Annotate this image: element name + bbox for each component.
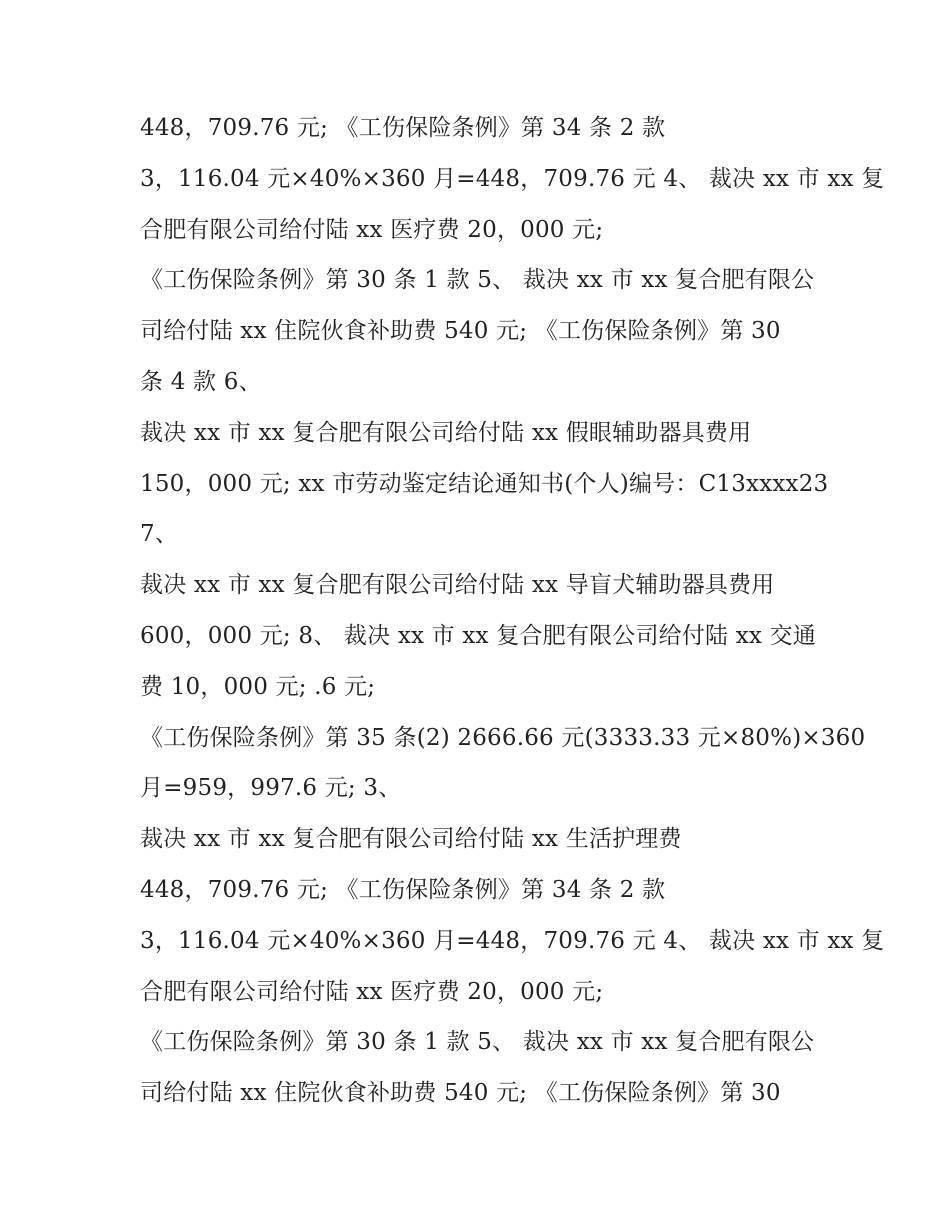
text-line: 裁决 xx 市 xx 复合肥有限公司给付陆 xx 生活护理费 [140, 826, 682, 853]
text-line: 《工伤保险条例》第 30 条 1 款 5、 裁决 xx 市 xx 复合肥有限公 [140, 1029, 815, 1056]
text-line: 合肥有限公司给付陆 xx 医疗费 20，000 元; [140, 978, 604, 1005]
text-line: 费 10，000 元; .6 元; [140, 673, 376, 700]
text-line: 7、 [140, 521, 179, 548]
text-line: 合肥有限公司给付陆 xx 医疗费 20，000 元; [140, 216, 604, 243]
text-line: 月=959，997.6 元; 3、 [140, 775, 402, 802]
text-line: 150，000 元; xx 市劳动鉴定结论通知书(个人)编号：C13xxxx23 [140, 470, 829, 497]
text-line: 条 4 款 6、 [140, 368, 262, 395]
text-line: 3，116.04 元×40%×360 月=448，709.76 元 4、 裁决 xx 市 xx 复 [140, 927, 885, 954]
text-line: 裁决 xx 市 xx 复合肥有限公司给付陆 xx 假眼辅助器具费用 [140, 419, 752, 446]
document-body [140, 103, 885, 1119]
text-line: 裁决 xx 市 xx 复合肥有限公司给付陆 xx 导盲犬辅助器具费用 [140, 572, 775, 599]
text-line: 600，000 元; 8、 裁决 xx 市 xx 复合肥有限公司给付陆 xx 交通 [140, 622, 817, 649]
text-line: 《工伤保险条例》第 35 条(2) 2666.66 元(3333.33 元×80%)×360 [140, 724, 866, 751]
text-line: 司给付陆 xx 住院伙食补助费 540 元; 《工伤保险条例》第 30 [140, 318, 781, 345]
text-line: 448，709.76 元; 《工伤保险条例》第 34 条 2 款 [140, 876, 666, 903]
text-line: 448，709.76 元; 《工伤保险条例》第 34 条 2 款 [140, 115, 666, 141]
text-line: 3，116.04 元×40%×360 月=448，709.76 元 4、 裁决 xx 市 xx 复 [140, 165, 885, 192]
text-line: 《工伤保险条例》第 30 条 1 款 5、 裁决 xx 市 xx 复合肥有限公 [140, 267, 815, 294]
text-line: 司给付陆 xx 住院伙食补助费 540 元; 《工伤保险条例》第 30 [140, 1080, 781, 1107]
